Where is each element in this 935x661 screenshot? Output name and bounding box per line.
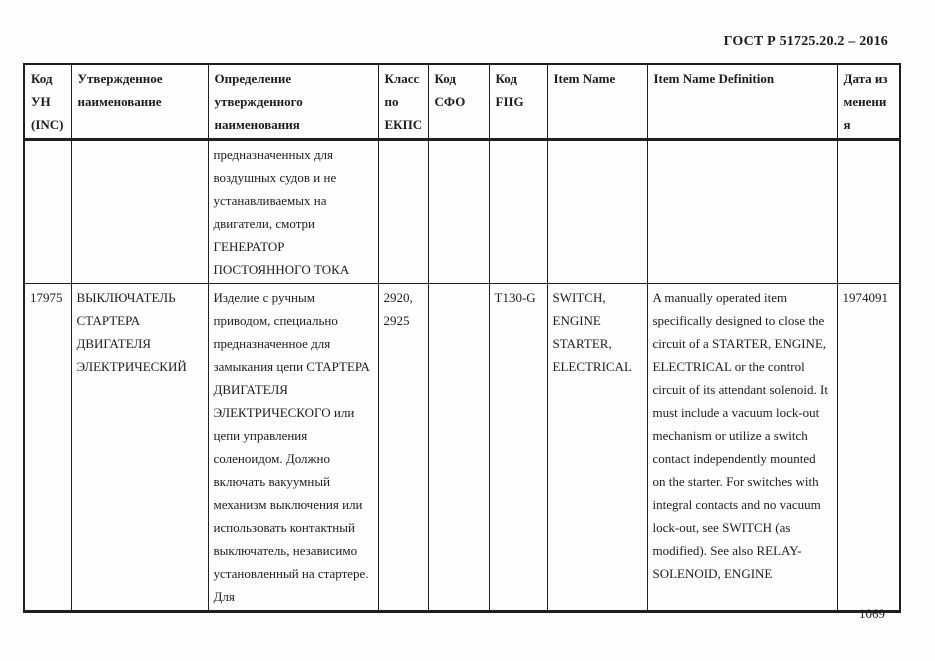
header-approved-name-definition: Определение утвержденного наименования xyxy=(208,64,378,140)
cell-change-date xyxy=(837,140,900,284)
page-number: 1069 xyxy=(859,606,885,621)
cell-approved-name: ВЫКЛЮЧАТЕЛЬ СТАРТЕРА ДВИГАТЕЛЯ ЭЛЕКТРИЧЕСКИЙ xyxy=(71,284,208,612)
cell-inc-code: 17975 xyxy=(24,284,71,612)
cell-item-name xyxy=(547,140,647,284)
cell-inc-code xyxy=(24,140,71,284)
header-approved-name: Утвержденное наименование xyxy=(71,64,208,140)
header-ekps-class: Класс по ЕКПС xyxy=(378,64,428,140)
header-item-name-definition: Item Name Definition xyxy=(647,64,837,140)
table-row xyxy=(24,140,900,284)
cell-sfo-code xyxy=(428,140,489,284)
header-fiig-code: Код FIIG xyxy=(489,64,547,140)
header-inc-code: Код УН (INC) xyxy=(24,64,71,140)
table-header-row xyxy=(24,64,900,140)
cell-fiig-code xyxy=(489,140,547,284)
cell-approved-name-definition: Изделие с ручным приводом, специально предназначенное для замыкания цепи СТАРТЕРА ДВИГАТЕЛЯ ЭЛЕКТРИЧЕСКОГО или цепи управления соленоидом. Должно включать вакуумный механизм выключения или использовать контактный выключатель, независимо установленный на стартере. Для xyxy=(208,284,378,612)
cell-item-name-definition: A manually operated item specifically designed to close the circuit of a STARTER, ENGINE, ELECTRICAL or the control circuit of its attendant solenoid. It must include a vacuum lock-out mechanism or utilize a switch contact independently mounted on the starter. For switches with integral contacts and no vacuum lock-out, see SWITCH (as modified). See also RELAY-SOLENOID, ENGINE xyxy=(647,284,837,612)
cell-change-date: 1974091 xyxy=(837,284,900,612)
cell-ekps-class xyxy=(378,140,428,284)
doc-standard-code: ГОСТ Р 51725.20.2 – 2016 xyxy=(723,34,888,49)
header-change-date: Дата изменения xyxy=(837,64,900,140)
classification-table xyxy=(23,63,901,613)
cell-fiig-code: T130-G xyxy=(489,284,547,612)
cell-approved-name xyxy=(71,140,208,284)
cell-ekps-class: 2920, 2925 xyxy=(378,284,428,612)
header-item-name: Item Name xyxy=(547,64,647,140)
header-sfo-code: Код СФО xyxy=(428,64,489,140)
cell-item-name-definition xyxy=(647,140,837,284)
cell-item-name: SWITCH, ENGINE STARTER, ELECTRICAL xyxy=(547,284,647,612)
table-row xyxy=(24,284,900,612)
cell-sfo-code xyxy=(428,284,489,612)
cell-approved-name-definition: предназначенных для воздушных судов и не устанавливаемых на двигатели, смотри ГЕНЕРАТОР ПОСТОЯННОГО ТОКА xyxy=(208,140,378,284)
